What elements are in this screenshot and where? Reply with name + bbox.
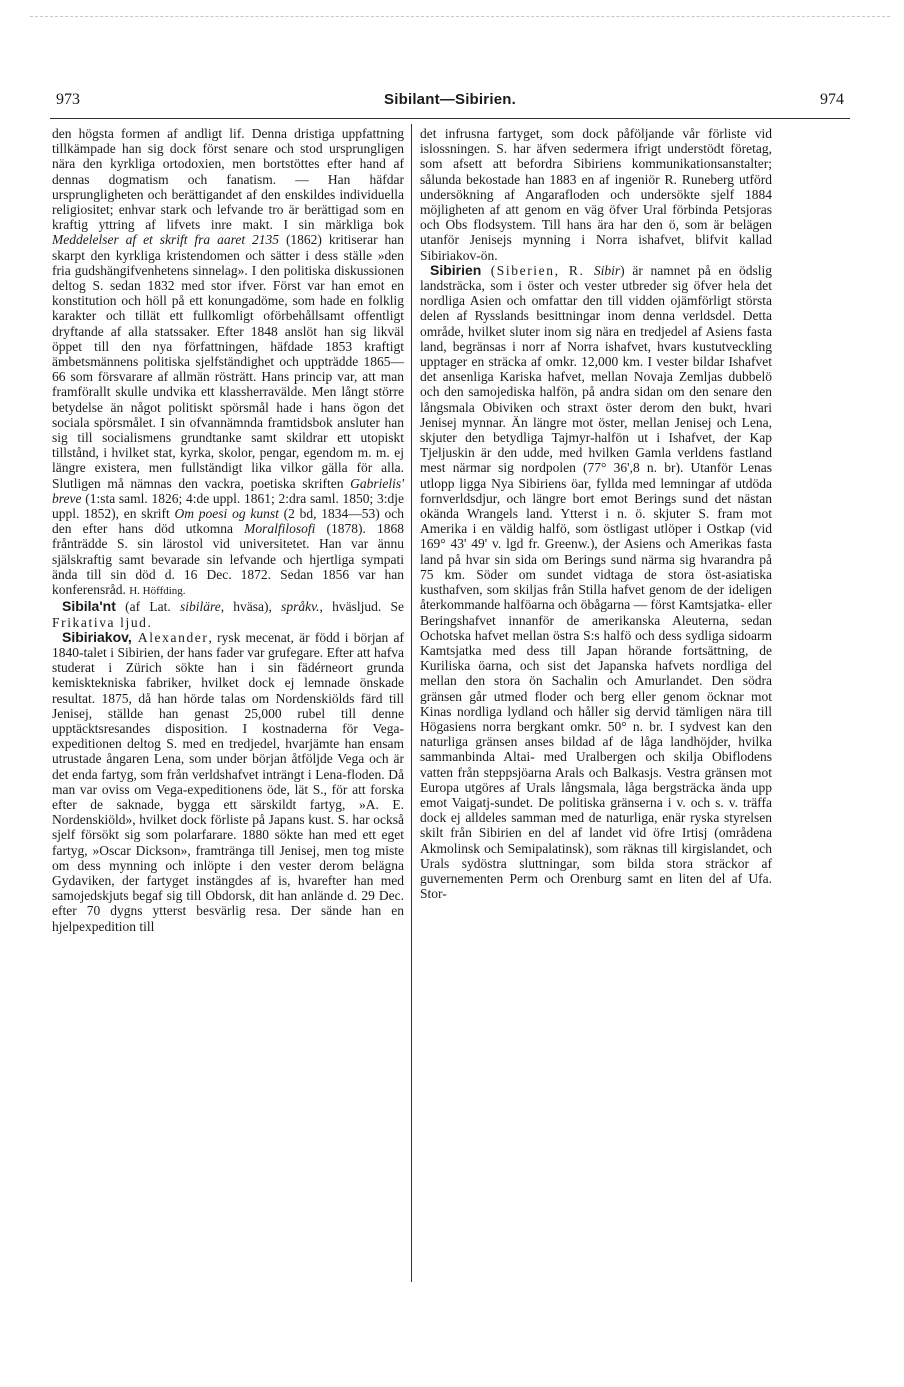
- author-signature: H. Höffding.: [129, 585, 186, 598]
- entry-sibilant: Sibila'nt (af Lat. sibiläre, hväsa), språkv., hväsljud. Se Frikativa ljud.: [52, 598, 404, 630]
- book-title: Moralfilosofi: [244, 521, 316, 537]
- paragraph-sibbern-continued: den högsta formen af andligt lif. Denna dristiga uppfattning tillkämpade han sig dock först senare och stod ursprungligen nära den kyrkliga ortodoxien, men bortstöttes efter hand af dennas dogmatism och fanatism. — Han häfdar ursprungligheten och berättigandet af den enskildes individuella religiositet; enhvar stark och lefvande tro är berättigad som en kraftig yttring af lifvets inre makt. I sin märkliga bok Meddelelser af et skrift fra aaret 2135 (1862) kritiserar han skarpt den kyrkliga kristendomen och sätter i dess ställe »den fria gudshängifvenhetens sinnelag». I den politiska diskussionen deltog S. sedan 1832 med stor ifver. Först var han emot en konstitution och höll på ett konungadöme, som hade en folklig karakter och tillät ett fullkomligt oförbehållsamt offentligt dryftande af alla statssaker. Efter 1848 anslöt han sig likväl öppet till den nya författningen, häfdade 1853 kraftigt ämbetsmännens politiska sjelfständighet och uppträdde 1865—66 som försvarare af allmän rösträtt. Hans princip var, att man framförallt skulle undvika ett klassherravälde. Men långt större betydelse än något politiskt spörsmål hade i hans ögon det sociala spörsmålet. I sin ofvannämnda framtidsbok ansluter han sig till socialismens grundtanke samt skildrar ett utopiskt tillstånd, i hvilket stat, kyrka, skolor, pengar, egendom m. m. ej längre existera, men fullständigt lika vilkor gälla för alla. Slutligen må nämnas den vackra, poetiska skriften Gabrielis' breve (1:sta saml. 1826; 4:de uppl. 1861; 2:dra saml. 1850; 3:dje uppl. 1852), en skrift Om poesi og kunst (2 bd, 1834—53) och den efter hans död utkomna Moralfilosofi (1878). 1868 frånträdde S. sin lärostol vid universitetet. Han var ännu själskraftig samt bevarade sin lefvande och hjertliga sympati ända till sin död d. 16 Dec. 1872. Sedan 1856 var han konferensråd. H. Höffding.: [52, 126, 404, 598]
- book-title: Meddelelser af et skrift fra aaret 2135: [52, 232, 280, 248]
- header-rule: [50, 118, 850, 119]
- page-number-right: 974: [820, 91, 844, 108]
- paragraph-sibiriakov-continued: det infrusna fartyget, som dock påföljande vår förliste vid islossningen. S. har äfven sedermera ifrigt understödt företag, som afsett att befordra Sibiriens kommunikationsanstalter; sålunda bekostade han 1883 en af ingeniör R. Runeberg utförd undersökning af Angarafloden och undersökte sjelf 1884 möjligheten af att genom en väg öfver Ural förbinda Petsjoras och Obs flodsystem. Till hans ära har den ö, som är belägen utanför Jenisejs mynning i Norra ishafvet, blifvit kallad Sibiriakov-ön.: [420, 126, 772, 263]
- cross-reference: Frikativa ljud: [52, 614, 148, 630]
- column-974: [420, 126, 772, 901]
- top-scan-edge: [30, 16, 890, 17]
- page-number-left: 973: [56, 91, 80, 108]
- headword: Sibiriakov,: [62, 628, 132, 645]
- entry-sibiriakov: Sibiriakov, Alexander, rysk mecenat, är född i början af 1840-talet i Sibirien, der hans fader var grufegare. Efter att hafva studerat i Zürich sökte han i sin fädérneort grunda kemisktekniska fabriker, hvilket dock ej lemnade önskade resultat. 1875, då han hörde talas om Nordenskiölds färd till Jenisej, ställde han genast 25,000 rubel till denne upptäcktsresandes disposition. I kostnaderna för Vega-expeditionen deltog S. med en tredjedel, hvarjämte han ensam utrustade ångaren Lena, som under början åtföljde Vega och är det enda fartyg, som från verldshafvet inträngt i Lena-floden. Då man var oviss om Vega-expeditionens öde, lät S., för att forska efter de saknade, bygga ett särskildt fartyg, »A. E. Nordenskiöld», hvilket dock förliste på Japans kust. S. har också sjelf försökt sig som polarfarare. 1880 sökte han med ett eget fartyg, »Oscar Dickson», framtränga till Jenisej, men tog miste om dess mynning och inlöpte i den vester derom belägna Gydaviken, der fartyget instängdes af is, hvarefter han med samojedskjuts begaf sig till Obdorsk, dit han anlände d. 29 Dec. efter 70 dygns ytterst besvärlig resa. Der sände han en hjelpexpedition till: [52, 628, 404, 934]
- column-divider: [411, 124, 412, 1282]
- entry-sibirien: Sibirien (Siberien, R. Sibir) är namnet på en ödslig landsträcka, som i öster och vester utbreder sig öfver hela det nordliga Asien och omfattar den till vidden ojämförligt största delen af Rysslands besittningar inom denna verldsdel. Detta område, hvilket sluter inom sig nära en tredjedel af Asiens fasta land, begränsas i norr af Norra ishafvet, hvars kustutveckling upptager en sträcka af omkr. 12,000 km. I vester bildar Ishafvet det ansenliga Kariska hafvet, mellan Novaja Zemljas dubbelö och den samojediska halfön, på andra sidan om den senare den långsmala Obiviken och straxt öster derom den bukt, hvari Jenisej mynnar. Än längre mot öster, mellan Jenisej och Lena, skjuter den betydliga Tajmyr-halfön ut i Ishafvet, der Kap Tjeljuskin är den udde, med hvilken Gamla verldens fastland mest närmar sig nordpolen (77° 36',8 n. br). Utanför Lenas utlopp ligga Nya Sibiriens öar, fyllda med lemningar af utdöda fornverldsdjur, och längre bort emot Berings sund det nästan okända Wrangels land. Ytterst i n. ö. skjuter S. fram mot Amerika i en väldig halfö, som östligast utlöper i Ostkap (vid 169° 43' 49' v. lgd fr. Greenw.), der Asiens och Amerikas fasta land på hvar sin sida om Berings sund närma sig hvarandra på 75 km. Söder om sundet vidtaga de stora öst-asiatiska kusthafven, som skiljas från Stilla hafvet genom de der ideligen återkommande halföarna och öbågarna — först Kamtsjatka- eller Beringshafvet innanför de amerikanska Aleuterna, sedan Ochotska hafvet mellan östra S:s halfö och dess sydliga sidoarm Kamtsjatka med dess till Japan hörande fortsättning, de Kuriliska öarna, och sist det Japanska hafvets nordliga del mellan den stora ön Sachalin och Amurlandet. Den södra gränsen går utmed floder och berg eller genom öcknar mot Kinas nordliga lydland och håller sig dervid tämligen nära till Högasiens norra bergkant omkr. 50° n. br. I sydvest kan den naturliga gränsen anses bildad af de låga landhöjder, hvilka sammanbinda Altai- med Uralbergen och skilja Obiflodens vatten från steppsjöarna Arals och Balkasjs. Vestra gränsen mot Europa utgöres af Urals långsmala, låga bergsträcka ända upp emot Vaigatj-sundet. De politiska gränserna i v. och s. v. träffa dock ej alldeles samman med de naturliga, enär ryska styrelsen skilt från Sibirien en del af landet vid öfre Irtisj (områdena Akmolinsk och Semipalatinsk), som räknas till kirgislandet, och Urals sydöstra sluttningar, som bilda stora sträckor af guvernementen Perm och Orenburg samt en liten del af Ufa. Stor-: [420, 261, 772, 902]
- column-973: [52, 126, 404, 934]
- headword: Sibirien: [430, 261, 482, 278]
- book-title: Gabrielis' breve: [52, 475, 404, 506]
- headword: Sibila'nt: [62, 598, 116, 615]
- running-header: [50, 91, 850, 115]
- book-title: Om poesi og kunst: [174, 506, 279, 522]
- running-title: Sibilant—Sibirien.: [384, 91, 516, 108]
